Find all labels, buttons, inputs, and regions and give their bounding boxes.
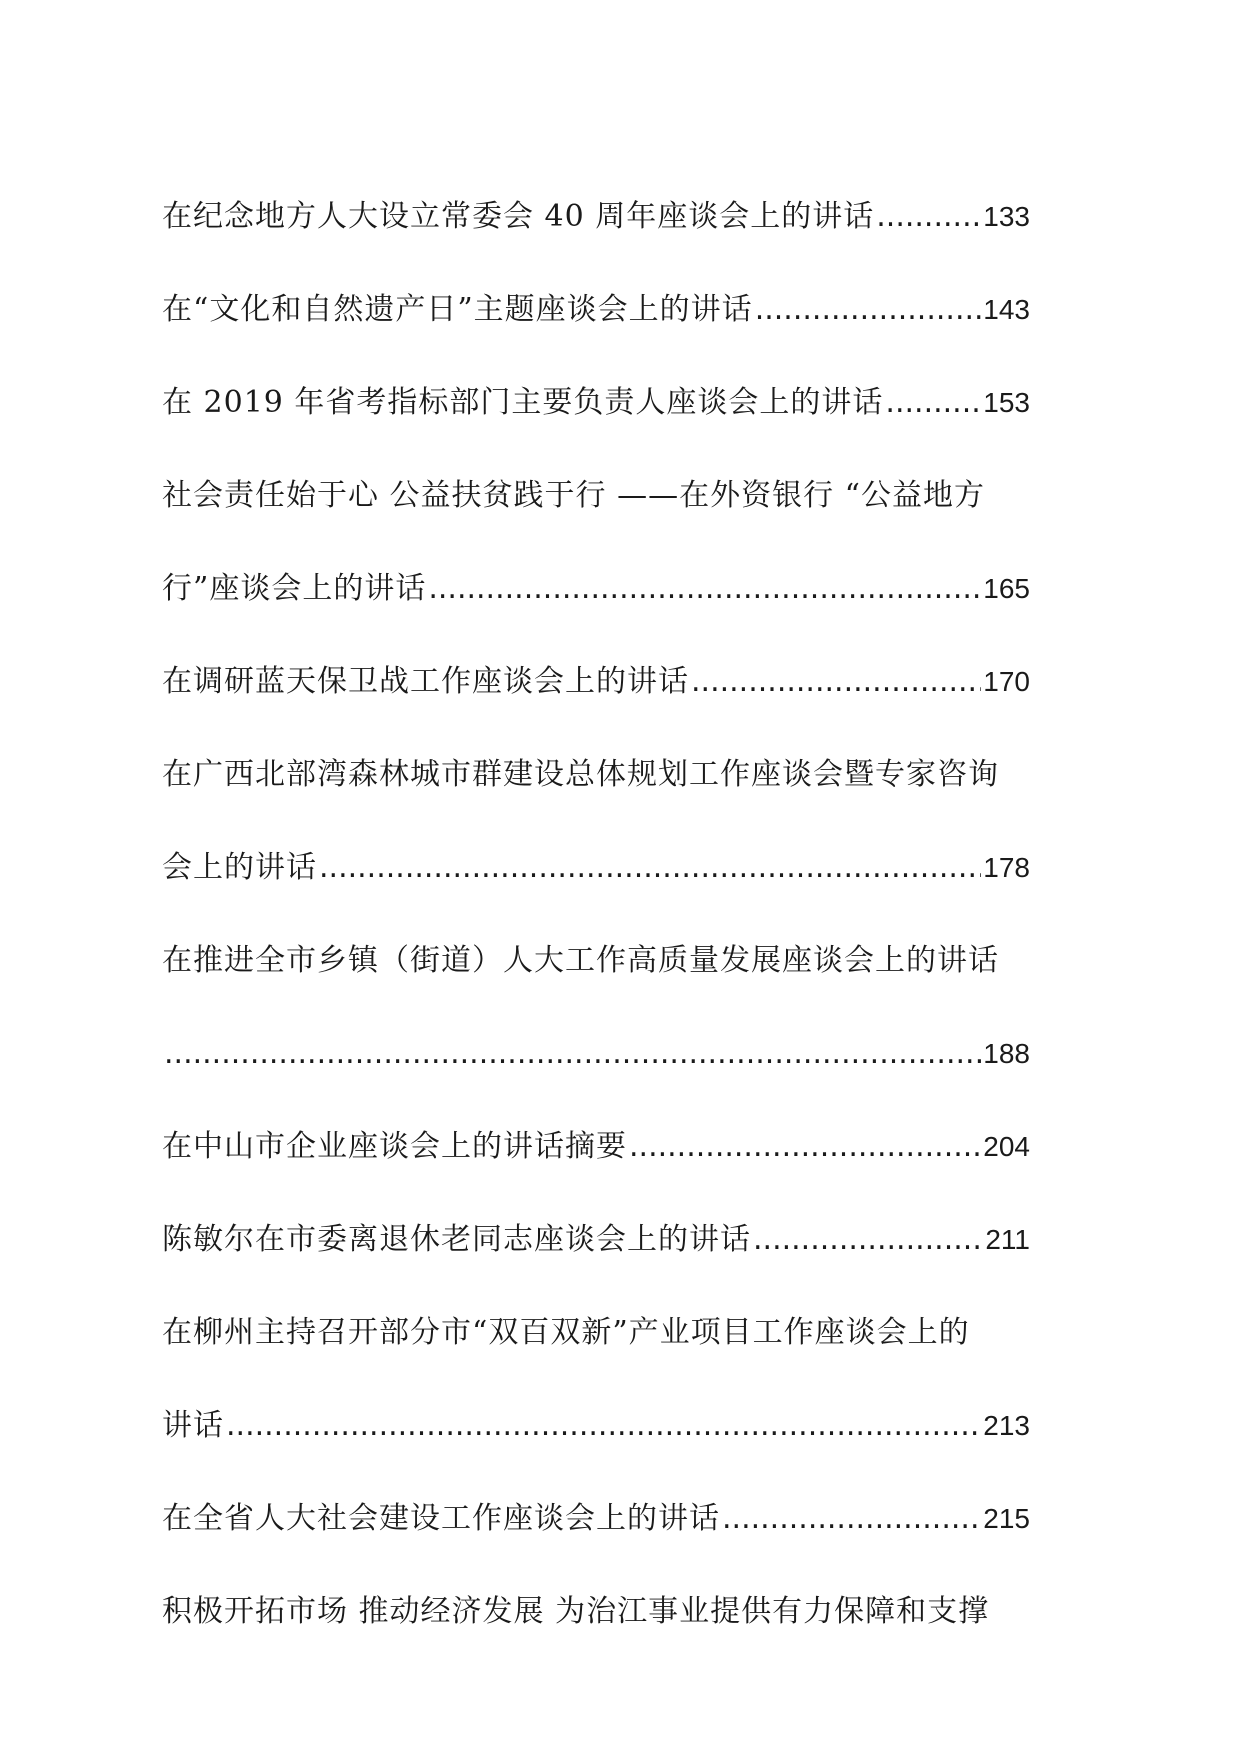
toc-entry-title: 在 2019 年省考指标部门主要负责人座谈会上的讲话 — [162, 385, 884, 420]
toc-entry[interactable] — [162, 449, 1090, 635]
toc-entry-title: 在全省人大社会建设工作座谈会上的讲话 — [162, 1501, 720, 1536]
toc-page-number: 215 — [983, 1503, 1030, 1534]
toc-entry[interactable] — [162, 1472, 1090, 1565]
toc-entry-title: 陈敏尔在市委离退休老同志座谈会上的讲话 — [162, 1222, 751, 1257]
dot-leader — [629, 1100, 981, 1193]
toc-entry[interactable] — [162, 635, 1090, 728]
dot-leader — [755, 263, 982, 356]
toc-entry[interactable] — [162, 1286, 1090, 1472]
dot-leader — [722, 1472, 981, 1565]
toc-entry-title: 在中山市企业座谈会上的讲话摘要 — [162, 1129, 627, 1164]
dot-leader — [164, 1007, 981, 1100]
toc-entry[interactable] — [162, 1565, 1090, 1658]
toc-entry-title-continued: 行”座谈会上的讲话 — [162, 571, 427, 606]
toc-page-number: 165 — [983, 573, 1030, 604]
toc-page-number: 213 — [983, 1410, 1030, 1441]
toc-entry[interactable] — [162, 1193, 1090, 1286]
toc-entry-title: 在“文化和自然遗产日”主题座谈会上的讲话 — [162, 292, 753, 327]
toc-page-number: 153 — [983, 387, 1030, 418]
toc-entry-title: 在推进全市乡镇（街道）人大工作高质量发展座谈会上的讲话 — [162, 943, 999, 978]
dot-leader — [319, 821, 981, 914]
toc-entry-title: 在调研蓝天保卫战工作座谈会上的讲话 — [162, 664, 689, 699]
toc-page-number: 143 — [983, 294, 1030, 325]
dot-leader — [885, 356, 981, 449]
toc-page-number: 170 — [983, 666, 1030, 697]
dot-leader — [691, 635, 981, 728]
toc-entry[interactable] — [162, 728, 1090, 914]
toc-page-number: 178 — [983, 852, 1030, 883]
toc-entry-title: 在柳州主持召开部分市“双百双新”产业项目工作座谈会上的 — [162, 1315, 970, 1350]
table-of-contents — [162, 170, 1090, 1658]
toc-entry[interactable] — [162, 1100, 1090, 1193]
toc-entry-title: 在纪念地方人大设立常委会 40 周年座谈会上的讲话 — [162, 199, 875, 234]
toc-page-number: 211 — [985, 1224, 1030, 1255]
dot-leader — [428, 542, 981, 635]
dot-leader — [876, 170, 981, 263]
toc-entry[interactable] — [162, 263, 1090, 356]
toc-page-number: 188 — [983, 1038, 1030, 1069]
toc-entry-title: 积极开拓市场 推动经济发展 为治江事业提供有力保障和支撑 — [162, 1594, 990, 1629]
toc-page-number: 204 — [983, 1131, 1030, 1162]
toc-entry[interactable] — [162, 170, 1090, 263]
dot-leader — [226, 1379, 981, 1472]
toc-page-number: 133 — [983, 201, 1030, 232]
toc-entry-title: 在广西北部湾森林城市群建设总体规划工作座谈会暨专家咨询 — [162, 757, 999, 792]
toc-entry-title-continued: 会上的讲话 — [162, 850, 317, 885]
toc-entry[interactable] — [162, 356, 1090, 449]
dot-leader — [753, 1193, 983, 1286]
toc-entry[interactable] — [162, 914, 1090, 1100]
toc-entry-title-continued: 讲话 — [162, 1408, 224, 1443]
toc-entry-title: 社会责任始于心 公益扶贫践于行 ——在外资银行 “公益地方 — [162, 478, 985, 513]
